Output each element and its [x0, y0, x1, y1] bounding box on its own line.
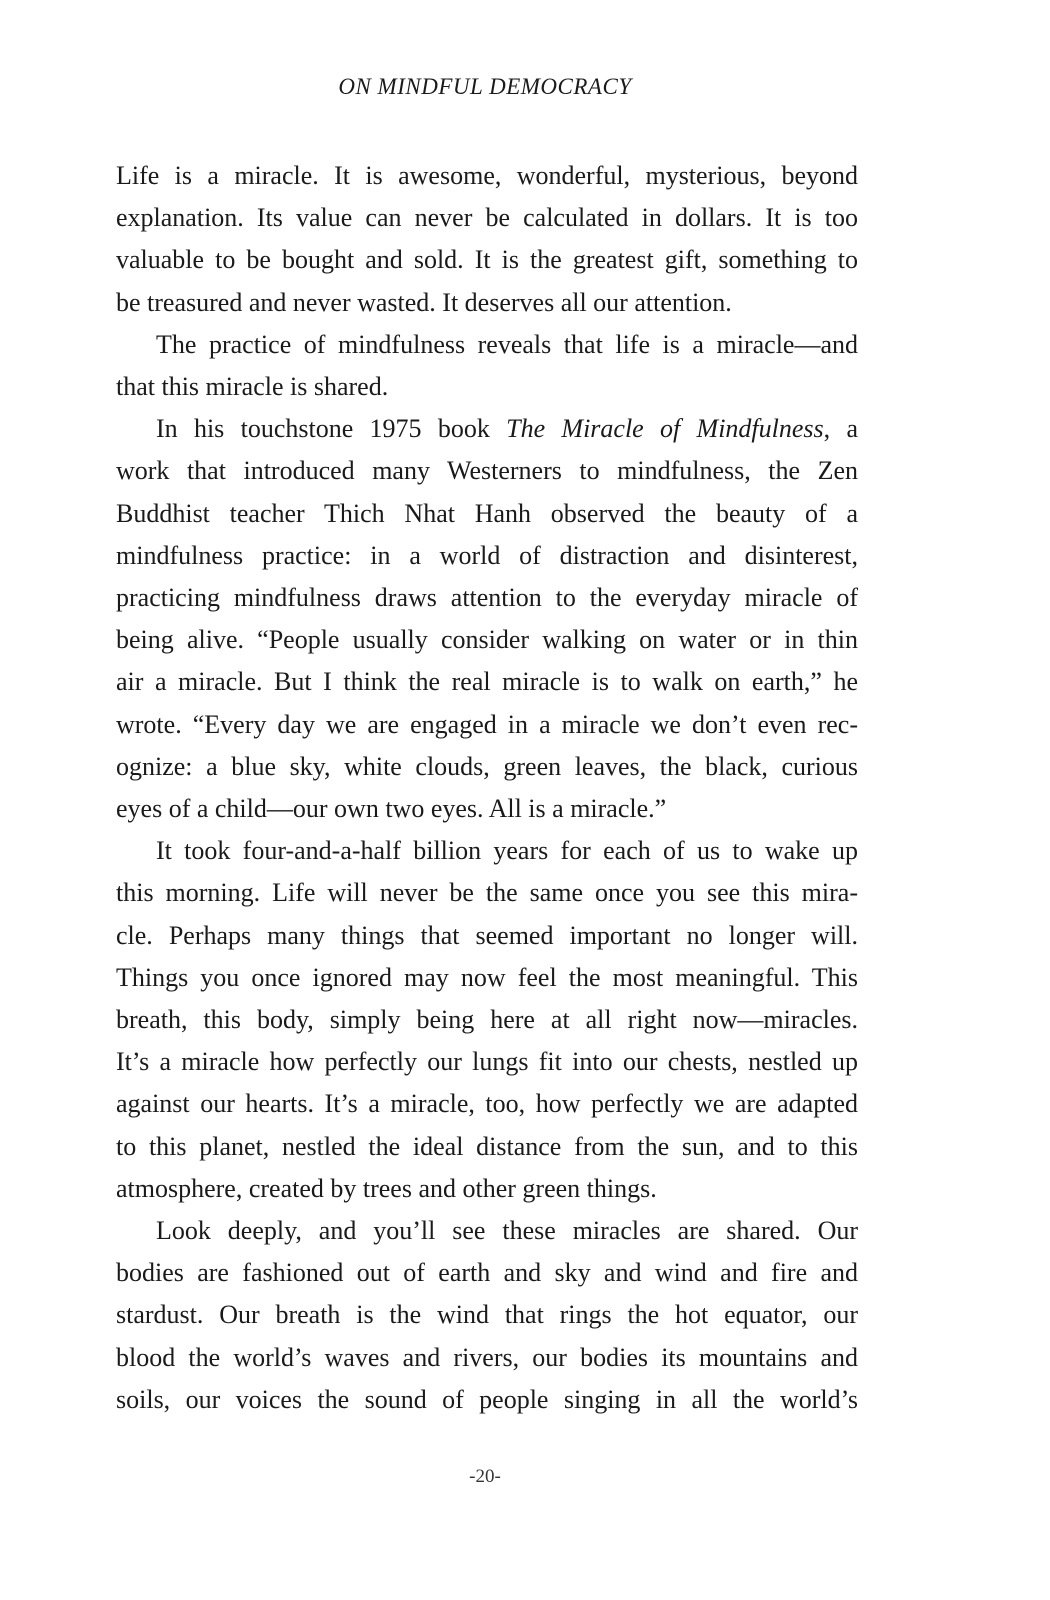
- paragraph: [116, 408, 858, 830]
- text-line: Things you once ignored may now feel the most meaningful. This: [116, 962, 858, 992]
- text-line: Buddhist teacher Thich Nhat Hanh observed the beauty of a: [116, 498, 858, 528]
- body-text: [116, 155, 858, 1421]
- paragraph: [116, 155, 858, 324]
- text-line: stardust. Our breath is the wind that rings the hot equator, our: [116, 1300, 858, 1330]
- text-run: In his touchstone 1975 book: [156, 414, 507, 444]
- text-line: that this miracle is shared.: [116, 372, 389, 402]
- text-line: against our hearts. It’s a miracle, too, how perfectly we are adapted: [116, 1089, 858, 1119]
- paragraph: [116, 830, 858, 1210]
- paragraph: [116, 1210, 858, 1421]
- text-line: breath, this body, simply being here at all right now—miracles.: [116, 1005, 858, 1035]
- text-line: bodies are fashioned out of earth and sky and wind and fire and: [116, 1258, 858, 1288]
- text-line: soils, our voices the sound of people singing in all the world’s: [116, 1384, 858, 1414]
- text-line: cle. Perhaps many things that seemed important no longer will.: [116, 920, 858, 950]
- book-title: The Miracle of Mindfulness: [506, 414, 824, 444]
- text-line: be treasured and never wasted. It deserves all our attention.: [116, 287, 732, 317]
- text-run: , a: [823, 414, 858, 444]
- text-line: wrote. “Every day we are engaged in a miracle we don’t even rec-: [116, 709, 858, 739]
- text-line: being alive. “People usually consider walking on water or in thin: [116, 625, 858, 655]
- text-line: mindfulness practice: in a world of distraction and disinterest,: [116, 540, 858, 570]
- text-line: explanation. Its value can never be calculated in dollars. It is too: [116, 203, 858, 233]
- text-line: blood the world’s waves and rivers, our bodies its mountains and: [116, 1342, 858, 1372]
- text-line: air a miracle. But I think the real miracle is to walk on earth,” he: [116, 667, 858, 697]
- text-line: It took four-and-a-half billion years for each of us to wake up: [156, 836, 858, 866]
- text-line: The practice of mindfulness reveals that life is a miracle—and: [156, 329, 858, 359]
- text-line: atmosphere, created by trees and other green things.: [116, 1173, 657, 1203]
- text-line: practicing mindfulness draws attention to the everyday miracle of: [116, 583, 858, 613]
- text-line: Life is a miracle. It is awesome, wonderful, mysterious, beyond: [116, 161, 858, 190]
- text-line: Look deeply, and you’ll see these miracles are shared. Our: [156, 1216, 858, 1246]
- page-number: -20-: [469, 1466, 501, 1487]
- text-line: [116, 408, 858, 450]
- text-line: ognize: a blue sky, white clouds, green leaves, the black, curious: [116, 751, 858, 781]
- text-line: It’s a miracle how perfectly our lungs fit into our chests, nestled up: [116, 1047, 858, 1077]
- text-line: this morning. Life will never be the same once you see this mira-: [116, 878, 858, 908]
- text-line: to this planet, nestled the ideal distance from the sun, and to this: [116, 1131, 858, 1161]
- text-line: valuable to be bought and sold. It is the greatest gift, something to: [116, 245, 858, 275]
- running-head: ON MINDFUL DEMOCRACY: [338, 74, 632, 99]
- text-line: work that introduced many Westerners to mindfulness, the Zen: [116, 456, 858, 486]
- text-line: eyes of a child—our own two eyes. All is a miracle.”: [116, 794, 667, 824]
- paragraph: [116, 324, 858, 408]
